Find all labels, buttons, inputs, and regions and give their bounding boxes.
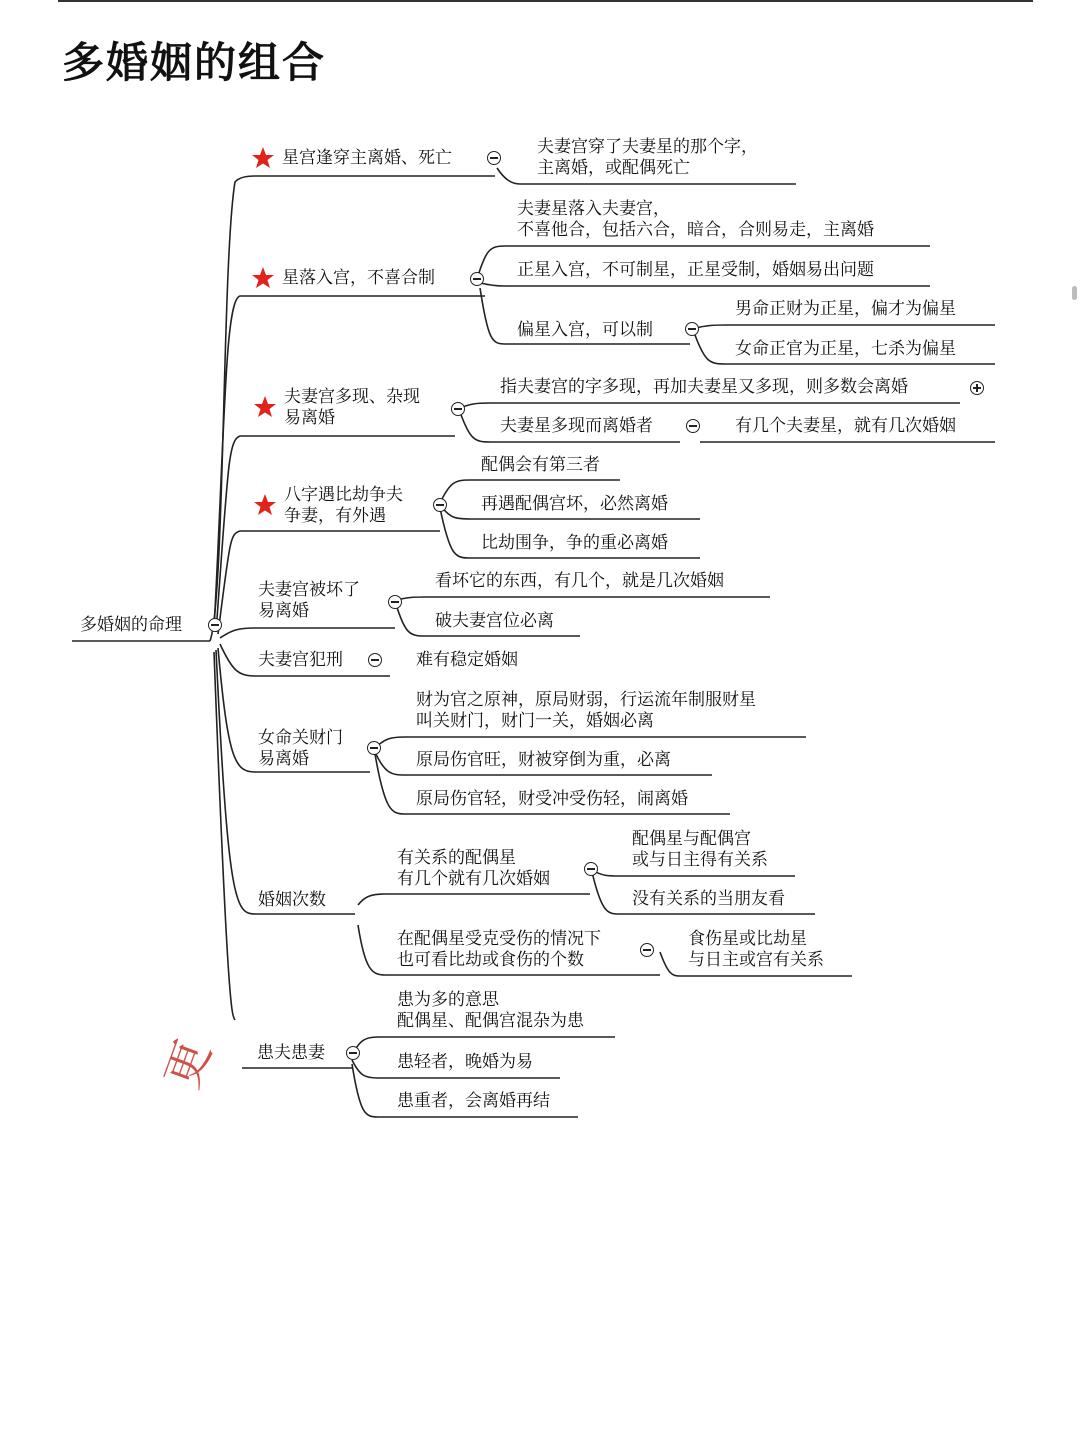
branch-7-collapse-toggle[interactable]: [367, 741, 381, 755]
text-line: 八字遇比劫争夫: [284, 485, 403, 505]
branch-5-child-2: 破夫妻宫位必离: [435, 611, 554, 631]
branch-2-grandchild-2: 女命正官为正星，七杀为偏星: [735, 339, 956, 359]
branch-2-collapse-toggle[interactable]: [470, 272, 484, 286]
branch-9-child-3: 患重者，会离婚再结: [397, 1091, 550, 1111]
text-line: 也可看比劫或食伤的个数: [397, 950, 584, 970]
branch-8-label: 婚姻次数: [258, 890, 326, 910]
branch-8-child-1-collapse-toggle[interactable]: [584, 862, 598, 876]
text-line: 易离婚: [258, 601, 309, 621]
root-collapse-toggle[interactable]: [208, 618, 222, 632]
branch-9-label: 患夫患妻: [257, 1043, 325, 1063]
branch-2-label: 星落入宫，不喜合制: [282, 268, 435, 288]
branch-7-label: [258, 728, 343, 770]
branch-6-collapse-toggle[interactable]: [368, 653, 382, 667]
text-line: 在配偶星受克受伤的情况下: [397, 929, 601, 949]
branch-2-child-3-collapse-toggle[interactable]: [685, 322, 699, 336]
text-line: 夫妻星落入夫妻宫，: [517, 199, 670, 219]
text-line: 配偶星与配偶宫: [632, 829, 751, 849]
branch-6-label: 夫妻宫犯刑: [258, 650, 343, 670]
branch-4-collapse-toggle[interactable]: [433, 498, 447, 512]
text-line: 叫关财门，财门一关，婚姻必离: [416, 711, 654, 731]
text-line: 有几个就有几次婚姻: [397, 869, 550, 889]
branch-8-grandchild-2: 没有关系的当朋友看: [632, 889, 785, 909]
branch-5-child-1: 看坏它的东西，有几个，就是几次婚姻: [435, 571, 724, 591]
branch-2-child-1: [517, 199, 874, 241]
branch-9-child-1: [397, 990, 584, 1032]
text-line: 患为多的意思: [397, 990, 499, 1010]
star-icon: [251, 146, 275, 170]
branch-2-grandchild-1: 男命正财为正星，偏才为偏星: [735, 299, 956, 319]
text-line: 女命关财门: [258, 728, 343, 748]
branch-3-collapse-toggle[interactable]: [451, 402, 465, 416]
star-icon: [253, 395, 277, 419]
branch-7-child-3: 原局伤官轻，财受冲受伤轻，闹离婚: [416, 789, 688, 809]
text-line: 财为官之原神，原局财弱，行运流年制服财星: [416, 690, 756, 710]
branch-3-child-1: 指夫妻宫的字多现，再加夫妻星又多现，则多数会离婚: [500, 377, 908, 397]
branch-9-child-2: 患轻者，晚婚为易: [397, 1052, 533, 1072]
branch-1-label: 星宫逢穿主离婚、死亡: [282, 148, 452, 168]
text-line: 争妻，有外遇: [284, 506, 386, 526]
text-line: 易离婚: [258, 749, 309, 769]
branch-2-child-2: 正星入宫，不可制星，正星受制，婚姻易出问题: [517, 260, 874, 280]
text-line: 有关系的配偶星: [397, 848, 516, 868]
link-b5: [220, 628, 395, 638]
branch-3-grandchild-1: 有几个夫妻星，就有几次婚姻: [735, 416, 956, 436]
branch-8-grandchild-3: [688, 929, 824, 971]
text-line: 与日主或宫有关系: [688, 950, 824, 970]
text-line: 配偶星、配偶宫混杂为患: [397, 1011, 584, 1031]
branch-1-collapse-toggle[interactable]: [487, 151, 501, 165]
branch-3-child-2: 夫妻星多现而离婚者: [500, 416, 653, 436]
star-icon: [253, 493, 277, 517]
branch-2-child-3: 偏星入宫，可以制: [517, 320, 653, 340]
link-b8: [216, 650, 355, 914]
text-line: 食伤星或比劫星: [688, 929, 807, 949]
branch-5-label: [258, 580, 360, 622]
branch-8-child-2-collapse-toggle[interactable]: [640, 943, 654, 957]
branch-4-label: [284, 485, 403, 527]
text-line: 或与日主得有关系: [632, 850, 768, 870]
branch-1-child-1: [537, 137, 758, 179]
branch-5-collapse-toggle[interactable]: [388, 595, 402, 609]
branch-4-child-1: 配偶会有第三者: [481, 455, 600, 475]
branch-4-child-3: 比劫围争，争的重必离婚: [481, 533, 668, 553]
text-line: 夫妻宫多现、杂现: [284, 387, 420, 407]
branch-8-grandchild-1: [632, 829, 768, 871]
text-line: 主离婚，或配偶死亡: [537, 158, 690, 178]
text-line: 夫妻宫被坏了: [258, 580, 360, 600]
branch-9-collapse-toggle[interactable]: [346, 1046, 360, 1060]
branch-8-child-2: [397, 929, 601, 971]
text-line: 夫妻宫穿了夫妻星的那个字，: [537, 137, 758, 157]
branch-7-child-1: [416, 690, 756, 732]
branch-3-child-2-collapse-toggle[interactable]: [686, 419, 700, 433]
text-line: 易离婚: [284, 408, 335, 428]
branch-7-child-2: 原局伤官旺，财被穿倒为重，必离: [416, 750, 671, 770]
root-node: 多婚姻的命理: [80, 615, 182, 635]
text-line: 不喜他合，包括六合，暗合，合则易走，主离婚: [517, 220, 874, 240]
star-icon: [251, 266, 275, 290]
branch-3-label: [284, 387, 420, 429]
branch-3-child-1-expand-toggle[interactable]: [970, 381, 984, 395]
page-title: 多婚姻的组合: [62, 38, 327, 87]
branch-4-child-2: 再遇配偶宫坏，必然离婚: [481, 494, 668, 514]
branch-6-child-1: 难有稳定婚姻: [416, 650, 518, 670]
handwritten-annotation: 更: [154, 1033, 222, 1095]
branch-8-child-1: [397, 848, 550, 890]
